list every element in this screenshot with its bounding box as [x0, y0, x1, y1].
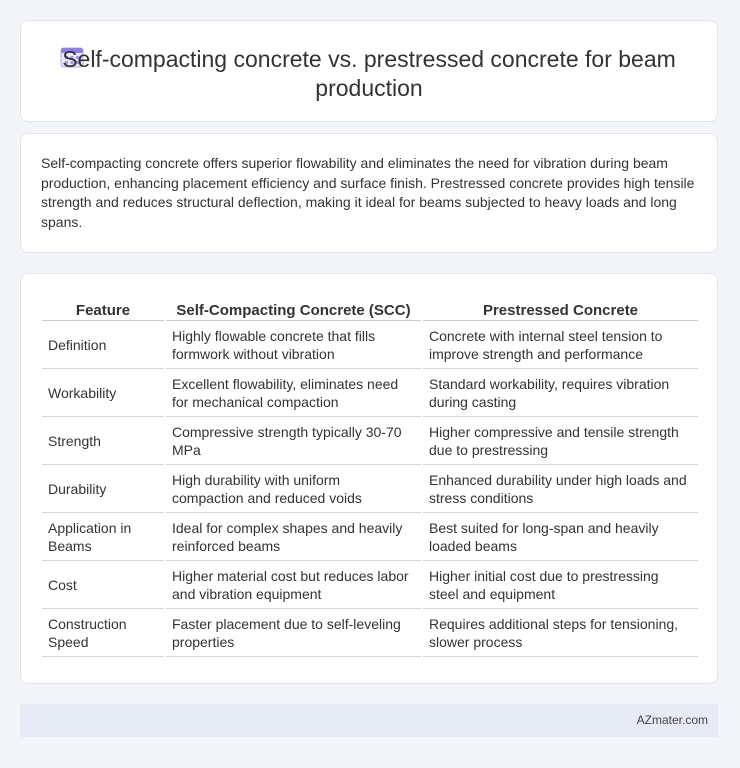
header-feature: Feature	[42, 294, 164, 321]
cell-scc: Higher material cost but reduces labor and vibration equipment	[166, 561, 421, 609]
cell-prestressed: Standard workability, requires vibration during casting	[423, 369, 698, 417]
cell-scc: Compressive strength typically 30-70 MPa	[166, 417, 421, 465]
table-row	[42, 561, 698, 609]
header-prestressed: Prestressed Concrete	[423, 294, 698, 321]
cell-feature: Durability	[42, 465, 164, 513]
cell-scc: Excellent flowability, eliminates need for mechanical compaction	[166, 369, 421, 417]
cell-feature: Workability	[42, 369, 164, 417]
table-header-row	[42, 294, 698, 321]
page-title: Self-compacting concrete vs. prestressed concrete for beam production	[62, 46, 676, 101]
table-row	[42, 609, 698, 657]
title-card	[20, 20, 718, 122]
cell-scc: Ideal for complex shapes and heavily reinforced beams	[166, 513, 421, 561]
cell-prestressed: Higher initial cost due to prestressing steel and equipment	[423, 561, 698, 609]
cell-prestressed: Enhanced durability under high loads and stress conditions	[423, 465, 698, 513]
cell-prestressed: Higher compressive and tensile strength due to prestressing	[423, 417, 698, 465]
footer-bar	[20, 704, 718, 737]
table-row	[42, 465, 698, 513]
cell-prestressed: Concrete with internal steel tension to improve strength and performance	[423, 321, 698, 369]
footer-brand: AZmater.com	[636, 713, 708, 727]
cell-prestressed: Best suited for long-span and heavily loaded beams	[423, 513, 698, 561]
table-row	[42, 417, 698, 465]
cell-prestressed: Requires additional steps for tensioning, slower process	[423, 609, 698, 657]
cell-scc: Highly flowable concrete that fills formwork without vibration	[166, 321, 421, 369]
cell-feature: Strength	[42, 417, 164, 465]
cell-feature: Cost	[42, 561, 164, 609]
cell-feature: Construction Speed	[42, 609, 164, 657]
cell-feature: Definition	[42, 321, 164, 369]
table-row	[42, 513, 698, 561]
comparison-table	[42, 294, 698, 657]
cell-feature: Application in Beams	[42, 513, 164, 561]
table-row	[42, 321, 698, 369]
comparison-card	[20, 273, 718, 684]
table-row	[42, 369, 698, 417]
cell-scc: High durability with uniform compaction and reduced voids	[166, 465, 421, 513]
header-scc: Self-Compacting Concrete (SCC)	[166, 294, 421, 321]
summary-card	[20, 133, 718, 253]
cell-scc: Faster placement due to self-leveling properties	[166, 609, 421, 657]
summary-text: Self-compacting concrete offers superior flowability and eliminates the need for vibration during beam production, enhancing placement efficiency and surface finish. Prestressed concrete provides high tensile strength and reduces structural deflection, making it ideal for beams subjected to heavy loads and long spans.	[41, 155, 695, 230]
